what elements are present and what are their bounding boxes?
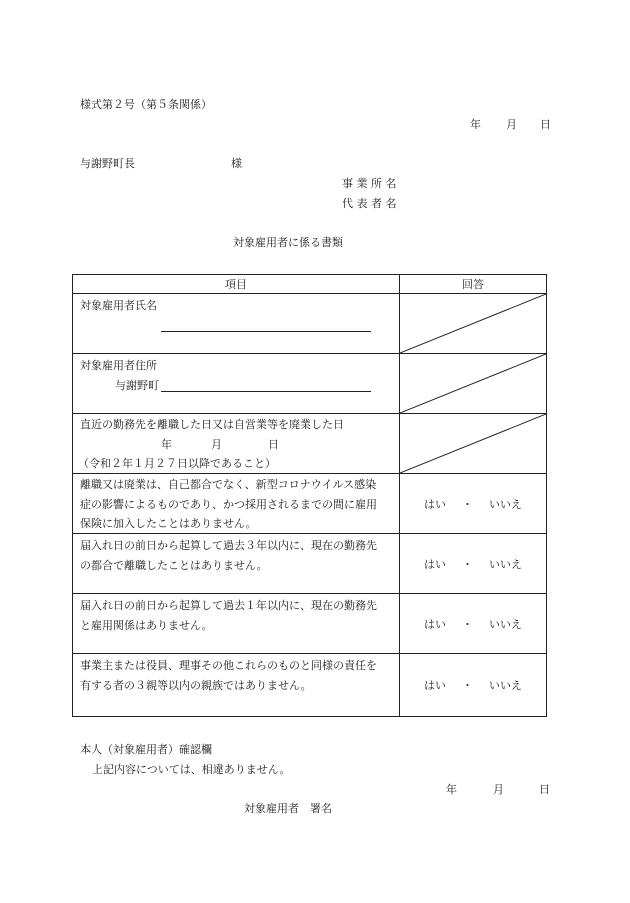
- answer-question-2: [400, 534, 547, 594]
- question-4-line-2: 有する者の３親等以内の親族ではありません。: [80, 679, 312, 692]
- diagonal-slash-icon: [400, 354, 546, 413]
- document-title: 対象雇用者に係る書類: [233, 236, 343, 249]
- question-3-line-1: 届入れ日の前日から起算して過去１年以内に、現在の勤務先: [80, 599, 377, 612]
- business-rep-label: 代 表 者 名: [342, 197, 397, 210]
- row-question-3: [73, 594, 400, 654]
- answer-1-no[interactable]: いいえ: [489, 497, 522, 511]
- question-4-line-1: 事業主または役員、理事その他これらのものと同様の責任を: [80, 659, 377, 672]
- answer-3-no[interactable]: いいえ: [489, 617, 522, 631]
- employee-address-label: 対象雇用者住所: [80, 359, 157, 372]
- separation-date-note: （令和２年１月２７日以降であること）: [78, 457, 276, 470]
- header-answer: 回答: [400, 275, 547, 294]
- diagonal-slash-icon: [400, 414, 546, 473]
- employee-name-field[interactable]: [161, 331, 371, 332]
- confirmation-date-month[interactable]: 月: [493, 783, 504, 796]
- employee-address-town: 与謝野町: [115, 379, 159, 392]
- separation-date-year[interactable]: 年: [161, 438, 172, 451]
- answer-1-separator: ・: [462, 497, 473, 511]
- confirmation-date-day[interactable]: 日: [539, 783, 550, 796]
- form-number: 様式第２号（第５条関係）: [80, 98, 212, 111]
- addressee-honorific: 様: [231, 157, 242, 170]
- separation-date-month[interactable]: 月: [211, 438, 222, 451]
- question-1-line-2: 症の影響によるものであり、かつ採用されるまでの間に雇用: [80, 498, 377, 511]
- top-date-year: 年: [470, 118, 481, 131]
- answer-question-1: [400, 474, 547, 534]
- answer-2-no[interactable]: いいえ: [489, 557, 522, 571]
- answer-slash-name: [400, 294, 547, 354]
- confirmation-heading: 本人（対象雇用者）確認欄: [80, 743, 212, 756]
- question-1-line-3: 保険に加入したことはありません。: [80, 517, 257, 530]
- row-separation-date: [73, 414, 400, 474]
- employee-address-field[interactable]: [161, 391, 371, 392]
- answer-1-yes[interactable]: はい: [424, 497, 446, 511]
- answer-4-no[interactable]: いいえ: [489, 679, 522, 692]
- row-question-1: [73, 474, 400, 534]
- separation-date-day[interactable]: 日: [268, 438, 279, 451]
- answer-3-yes[interactable]: はい: [424, 617, 446, 631]
- row-question-4: [73, 654, 400, 717]
- business-office-label: 事 業 所 名: [342, 177, 397, 190]
- diagonal-slash-icon: [400, 294, 546, 353]
- answer-2-yes[interactable]: はい: [424, 557, 446, 571]
- row-question-2: [73, 534, 400, 594]
- answer-slash-date: [400, 414, 547, 474]
- row-employee-address: [73, 354, 400, 414]
- answer-question-4: [400, 654, 547, 717]
- confirmation-date-year[interactable]: 年: [446, 783, 457, 796]
- question-2-line-1: 届入れ日の前日から起算して過去３年以内に、現在の勤務先: [80, 539, 377, 552]
- answer-4-yes[interactable]: はい: [424, 679, 446, 692]
- question-3-line-2: と雇用関係はありません。: [80, 619, 213, 632]
- answer-2-separator: ・: [462, 557, 473, 571]
- answer-3-separator: ・: [462, 617, 473, 631]
- addressee-name: 与謝野町長: [80, 157, 135, 170]
- signature-label[interactable]: 対象雇用者 署名: [244, 802, 332, 815]
- top-date-day: 日: [540, 118, 551, 131]
- question-2-line-2: の都合で離職したことはありません。: [80, 559, 268, 572]
- row-employee-name: [73, 294, 400, 354]
- answer-slash-address: [400, 354, 547, 414]
- answer-4-separator: ・: [462, 679, 473, 692]
- separation-date-label: 直近の勤務先を離職した日又は自営業等を廃業した日: [80, 418, 344, 431]
- confirmation-statement: 上記内容については、相違ありません。: [92, 763, 291, 776]
- top-date-month: 月: [506, 118, 517, 131]
- question-1-line-1: 離職又は廃業は、自己都合でなく、新型コロナウイルス感染: [80, 478, 377, 491]
- employee-name-label: 対象雇用者氏名: [80, 299, 157, 312]
- header-item: 項目: [73, 275, 400, 294]
- answer-question-3: [400, 594, 547, 654]
- employee-form-table: [72, 274, 547, 717]
